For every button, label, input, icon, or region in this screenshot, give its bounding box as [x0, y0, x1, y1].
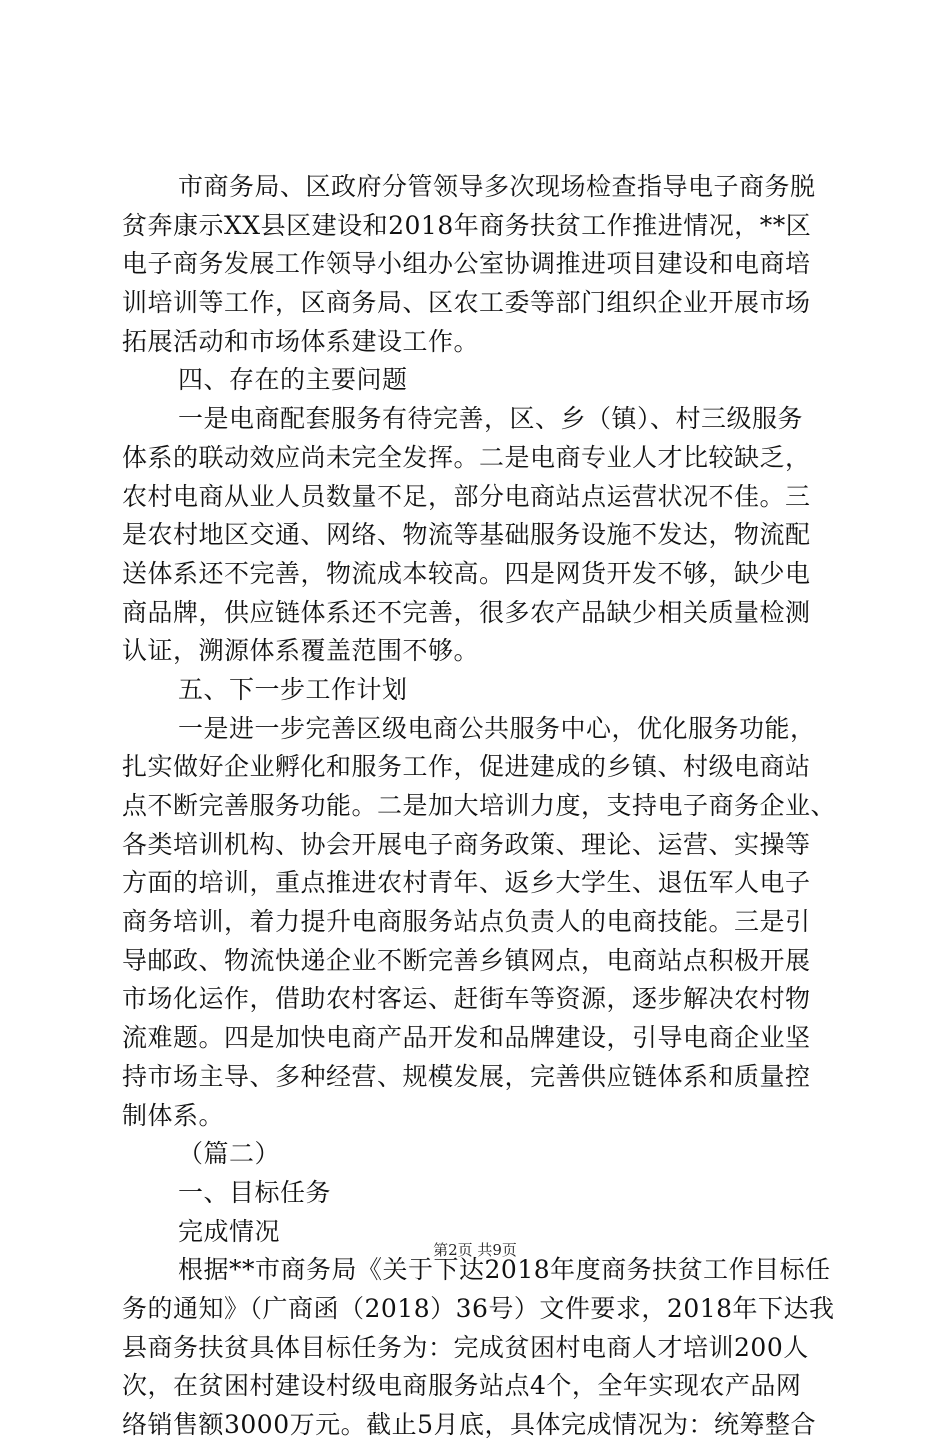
text-line: 市场化运作，借助农村客运、赶街车等资源，逐步解决农村物 — [122, 984, 811, 1014]
section-heading: 四、存在的主要问题 — [178, 365, 408, 395]
text-line: 电子商务发展工作领导小组办公室协调推进项目建设和电商培 — [122, 249, 811, 279]
text-line: 商务培训，着力提升电商服务站点负责人的电商技能。三是引 — [122, 907, 811, 937]
text-line: 是农村地区交通、网络、物流等基础服务设施不发达，物流配 — [122, 520, 811, 550]
text-line: 扎实做好企业孵化和服务工作，促进建成的乡镇、村级电商站 — [122, 752, 811, 782]
text-line: 方面的培训，重点推进农村青年、返乡大学生、退伍军人电子 — [122, 868, 811, 898]
text-line: 持市场主导、多种经营、规模发展，完善供应链体系和质量控 — [122, 1061, 811, 1091]
text-line: 体系的联动效应尚未完全发挥。二是电商专业人才比较缺乏， — [122, 442, 811, 472]
text-line: 县商务扶贫具体目标任务为：完成贫困村电商人才培训200人 — [122, 1332, 809, 1362]
text-line: 络销售额3000万元。截止5月底，具体完成情况为：统筹整合 — [122, 1410, 817, 1439]
text-line: 务的通知》（广商函（2018）36号）文件要求，2018年下达我 — [122, 1293, 835, 1323]
text-line: 拓展活动和市场体系建设工作。 — [122, 326, 480, 356]
text-line: 根据**市商务局《关于下达2018年度商务扶贫工作目标任 — [178, 1255, 831, 1285]
text-line: 认证，溯源体系覆盖范围不够。 — [122, 636, 480, 666]
text-line: 制体系。 — [122, 1100, 225, 1130]
text-line: 市商务局、区政府分管领导多次现场检查指导电子商务脱 — [178, 172, 816, 201]
text-line: 次，在贫困村建设村级电商服务站点4个，全年实现农产品网 — [122, 1371, 802, 1401]
text-line: 流难题。四是加快电商产品开发和品牌建设，引导电商企业坚 — [122, 1023, 811, 1053]
page-number-footer: 第2页 共9页 — [433, 1241, 517, 1259]
text-line: 各类培训机构、协会开展电子商务政策、理论、运营、实操等 — [122, 829, 811, 859]
text-line: 一是进一步完善区级电商公共服务中心，优化服务功能， — [178, 713, 816, 743]
text-line: 一是电商配套服务有待完善，区、乡（镇）、村三级服务 — [178, 404, 804, 434]
text-line: 商品牌，供应链体系还不完善，很多农产品缺少相关质量检测 — [122, 597, 811, 627]
section-heading: 完成情况 — [178, 1216, 281, 1246]
section-heading: 一、目标任务 — [178, 1177, 332, 1207]
text-line: 点不断完善服务功能。二是加大培训力度，支持电子商务企业、 — [122, 791, 837, 820]
section-heading: （篇二） — [178, 1139, 281, 1169]
text-line: 送体系还不完善，物流成本较高。四是网货开发不够，缺少电 — [122, 558, 811, 588]
section-heading: 五、下一步工作计划 — [178, 674, 408, 704]
text-line: 贫奔康示XX县区建设和2018年商务扶贫工作推进情况，**区 — [122, 210, 812, 240]
text-line: 训培训等工作，区商务局、区农工委等部门组织企业开展市场 — [122, 288, 811, 318]
text-line: 农村电商从业人员数量不足，部分电商站点运营状况不佳。三 — [122, 481, 811, 511]
text-line: 导邮政、物流快递企业不断完善乡镇网点，电商站点积极开展 — [122, 945, 811, 975]
